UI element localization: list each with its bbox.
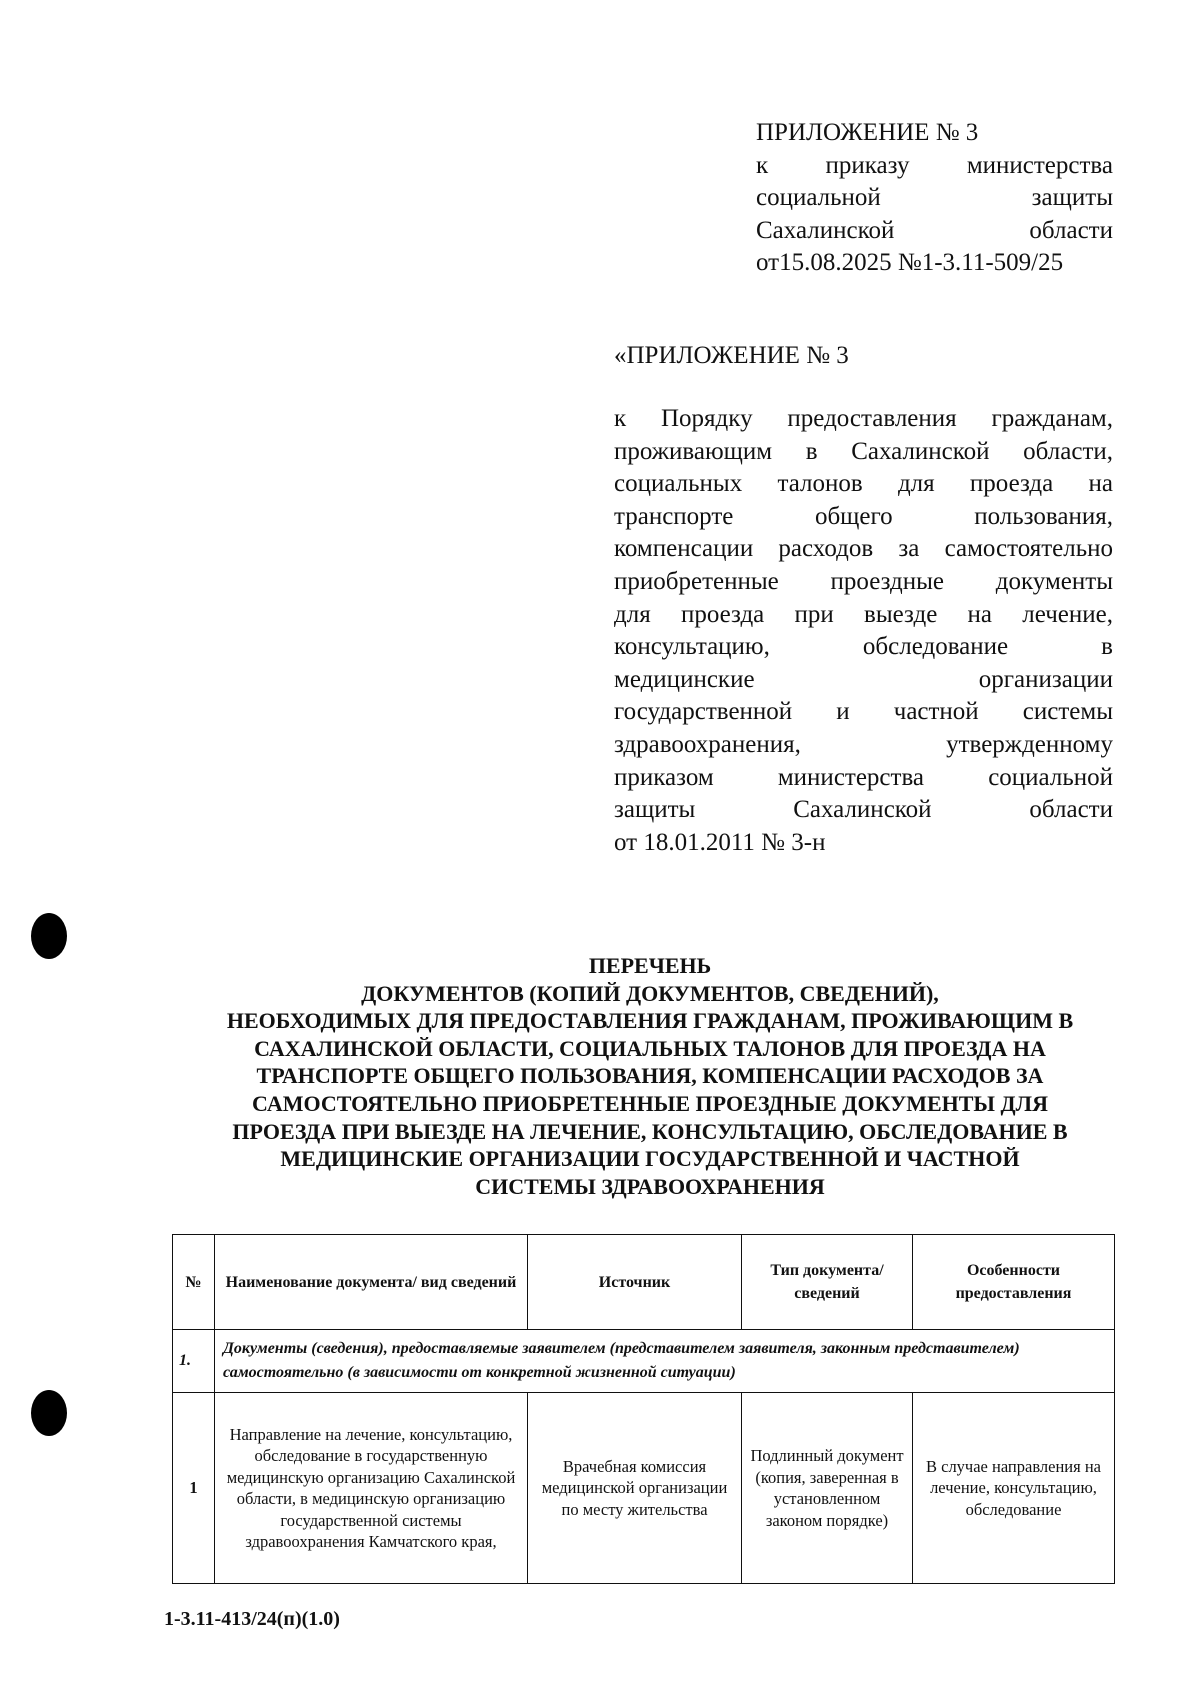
quoted-appendix-last-line: от 18.01.2011 № 3-н (614, 828, 826, 856)
quoted-appendix-line: приказом министерства социальной (614, 763, 1113, 791)
quoted-appendix-line: к Порядку предоставления гражданам, (614, 405, 1113, 432)
document-title-line: ДОКУМЕНТОВ (КОПИЙ ДОКУМЕНТОВ, СВЕДЕНИЙ), (361, 980, 939, 1006)
quoted-appendix-line: приобретенные проездные документы (614, 567, 1113, 595)
document-code: 1-3.11-413/24(п)(1.0) (164, 1608, 340, 1630)
row-source: Врачебная комиссия медицинской организации по месту жительства (528, 1393, 742, 1584)
appendix-header (756, 117, 1113, 280)
punch-hole-mark (31, 913, 67, 959)
quoted-appendix-line: компенсации расходов за самостоятельно (614, 535, 1113, 563)
quoted-appendix-title: «ПРИЛОЖЕНИЕ № 3 (614, 342, 849, 369)
document-title-line: ПРОЕЗДА ПРИ ВЫЕЗДЕ НА ЛЕЧЕНИЕ, КОНСУЛЬТАЦИЮ, ОБСЛЕДОВАНИЕ В (232, 1118, 1068, 1144)
appendix-title: ПРИЛОЖЕНИЕ № 3 (756, 119, 979, 146)
document-title-line: НЕОБХОДИМЫХ ДЛЯ ПРЕДОСТАВЛЕНИЯ ГРАЖДАНАМ, ПРОЖИВАЮЩИМ В (226, 1008, 1074, 1034)
quoted-appendix-line: консультацию, обследование в (614, 633, 1113, 661)
header-type: Тип документа/ сведений (742, 1235, 913, 1330)
row-features: В случае направления на лечение, консультацию, обследование (913, 1393, 1115, 1584)
document-title-line: ПЕРЕЧЕНЬ (588, 953, 712, 978)
appendix-order-line: от15.08.2025 №1-3.11-509/25 (756, 249, 1064, 276)
document-title-line: СИСТЕМЫ ЗДРАВООХРАНЕНИЯ (475, 1173, 825, 1199)
table-section-row (173, 1330, 1115, 1393)
header-features: Особенности предоставления (913, 1235, 1115, 1330)
appendix-line: к приказу министерства (756, 151, 1113, 179)
header-source: Источник (528, 1235, 742, 1330)
section-text: Документы (сведения), предоставляемые заявителем (представителем заявителя, законным представителем) самостоятельно (в зависимости от конкретной жизненной ситуации) (215, 1330, 1115, 1393)
document-title-line: ТРАНСПОРТЕ ОБЩЕГО ПОЛЬЗОВАНИЯ, КОМПЕНСАЦИИ РАСХОДОВ ЗА (256, 1063, 1044, 1089)
row-type: Подлинный документ (копия, заверенная в установленном законом порядке) (742, 1393, 913, 1584)
section-num: 1. (173, 1330, 215, 1393)
row-num: 1 (173, 1393, 215, 1584)
quoted-appendix-line: медицинские организации (614, 665, 1113, 693)
table-header-row (173, 1235, 1115, 1330)
document-title (150, 952, 1150, 1200)
row-name: Направление на лечение, консультацию, обследование в государственную медицинскую организацию Сахалинской области, в медицинскую организацию государственной системы здравоохранения Камчатского края, (215, 1393, 528, 1584)
document-title-line: МЕДИЦИНСКИЕ ОРГАНИЗАЦИИ ГОСУДАРСТВЕННОЙ И ЧАСТНОЙ (280, 1146, 1020, 1172)
appendix-line: социальной защиты (756, 184, 1113, 211)
quoted-appendix-line: государственной и частной системы (614, 698, 1113, 726)
header-name: Наименование документа/ вид сведений (215, 1235, 528, 1330)
quoted-appendix-line: социальных талонов для проезда на (614, 470, 1113, 498)
quoted-appendix-line: проживающим в Сахалинской области, (614, 437, 1113, 465)
quoted-appendix-line: здравоохранения, утвержденному (614, 730, 1113, 758)
quoted-appendix-line: для проезда при выезде на лечение, (614, 600, 1113, 628)
quoted-appendix-line: транспорте общего пользования, (614, 502, 1113, 530)
punch-hole-mark (31, 1390, 67, 1436)
header-num: № (173, 1235, 215, 1330)
quoted-appendix-header (614, 340, 1113, 859)
quoted-appendix-line: защиты Сахалинской области (614, 796, 1113, 824)
document-title-line: САХАЛИНСКОЙ ОБЛАСТИ, СОЦИАЛЬНЫХ ТАЛОНОВ ДЛЯ ПРОЕЗДА НА (254, 1035, 1046, 1061)
appendix-line: Сахалинской области (756, 216, 1113, 244)
documents-table (172, 1234, 1115, 1584)
table-row (173, 1393, 1115, 1584)
document-title-line: САМОСТОЯТЕЛЬНО ПРИОБРЕТЕННЫЕ ПРОЕЗДНЫЕ ДОКУМЕНТЫ ДЛЯ (252, 1090, 1048, 1116)
